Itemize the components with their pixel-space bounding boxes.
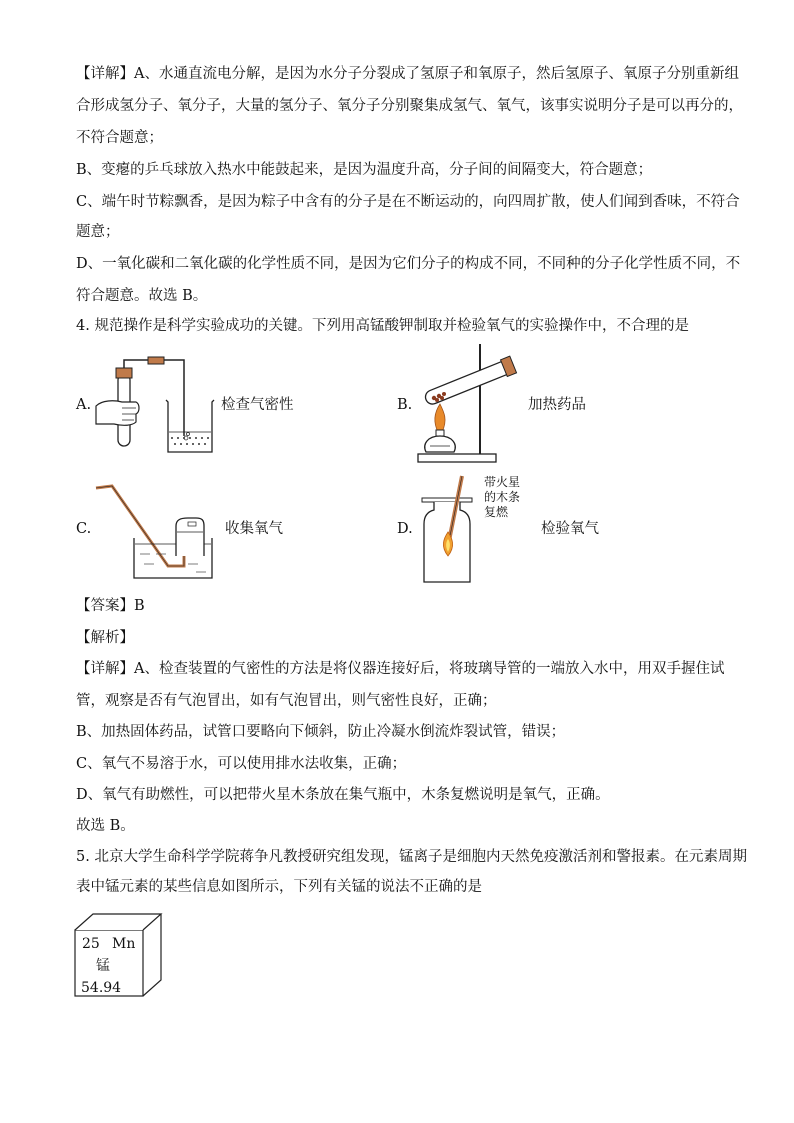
q4-analysis-heading: 【解析】 — [76, 630, 134, 646]
q4-detail-6: 故选 B。 — [76, 818, 135, 834]
q5-stem-1: 5. 北京大学生命科学学院蒋争凡教授研究组发现，锰离子是细胞内天然免疫激活剂和警报素。在元素周期 — [76, 849, 747, 865]
q4-stem: 4. 规范操作是科学实验成功的关键。下列用高锰酸钾制取并检验氧气的实验操作中，不合理的是 — [76, 318, 689, 334]
element-name: 锰 — [96, 958, 110, 974]
explain3-line2: 合形成氢分子、氧分子，大量的氢分子、氧分子分别聚集成氢气、氧气，该事实说明分子是可以再分的， — [76, 98, 743, 114]
option-d-annotation-3: 复燃 — [484, 505, 509, 519]
gas-collection-figure — [92, 480, 218, 580]
option-a-letter: A. — [76, 397, 92, 413]
option-b-letter: B. — [397, 397, 413, 413]
option-d-annotation-2: 的木条 — [484, 490, 521, 504]
explain3-line4: B、变瘪的乒乓球放入热水中能鼓起来，是因为温度升高，分子间的间隔变大，符合题意； — [76, 162, 653, 178]
element-atomic-mass: 54.94 — [81, 980, 122, 996]
q5-stem-2: 表中锰元素的某些信息如图所示，下列有关锰的说法不正确的是 — [76, 879, 482, 895]
element-card-manganese — [72, 910, 164, 1000]
q4-detail-5: D、氧气有助燃性，可以把带火星木条放在集气瓶中，木条复燃说明是氧气，正确。 — [76, 787, 610, 803]
element-symbol: Mn — [112, 936, 136, 952]
q4-detail-4: C、氧气不易溶于水，可以使用排水法收集，正确； — [76, 756, 407, 772]
option-c-letter: C. — [76, 521, 92, 537]
option-c-label: 收集氧气 — [225, 521, 283, 537]
explain3-line6: 题意； — [76, 224, 120, 240]
explain3-line5: C、端午时节粽飘香，是因为粽子中含有的分子是在不断运动的，向四周扩散，使人们闻到香味，不符合 — [76, 194, 740, 210]
option-d-annotation-1: 带火星 — [484, 475, 521, 489]
q4-detail-3: B、加热固体药品，试管口要略向下倾斜，防止冷凝水倒流炸裂试管，错误； — [76, 724, 566, 740]
explain3-line3: 不符合题意； — [76, 130, 163, 146]
q4-detail-1: 【详解】A、检查装置的气密性的方法是将仪器连接好后，将玻璃导管的一端放入水中，用双手握住试 — [76, 661, 725, 677]
option-d-label: 检验氧气 — [541, 521, 599, 537]
explain3-line8: 符合题意。故选 B。 — [76, 288, 208, 304]
option-a-label: 检查气密性 — [221, 397, 294, 413]
element-atomic-number: 25 — [82, 936, 100, 952]
explain3-line1: 【详解】A、水通直流电分解，是因为水分子分裂成了氢原子和氧原子，然后氢原子、氧原子分别重新组 — [76, 66, 739, 82]
option-d-letter: D. — [397, 521, 413, 537]
explain3-line7: D、一氧化碳和二氧化碳的化学性质不同，是因为它们分子的构成不同，不同种的分子化学性质不同，不 — [76, 256, 741, 272]
q4-answer: 【答案】B — [76, 598, 145, 614]
heating-reagent-figure — [412, 340, 524, 466]
q4-detail-2: 管，观察是否有气泡冒出，如有气泡冒出，则气密性良好，正确； — [76, 693, 497, 709]
oxygen-test-figure — [418, 474, 484, 586]
option-b-label: 加热药品 — [528, 397, 586, 413]
airtightness-check-figure — [92, 356, 222, 456]
